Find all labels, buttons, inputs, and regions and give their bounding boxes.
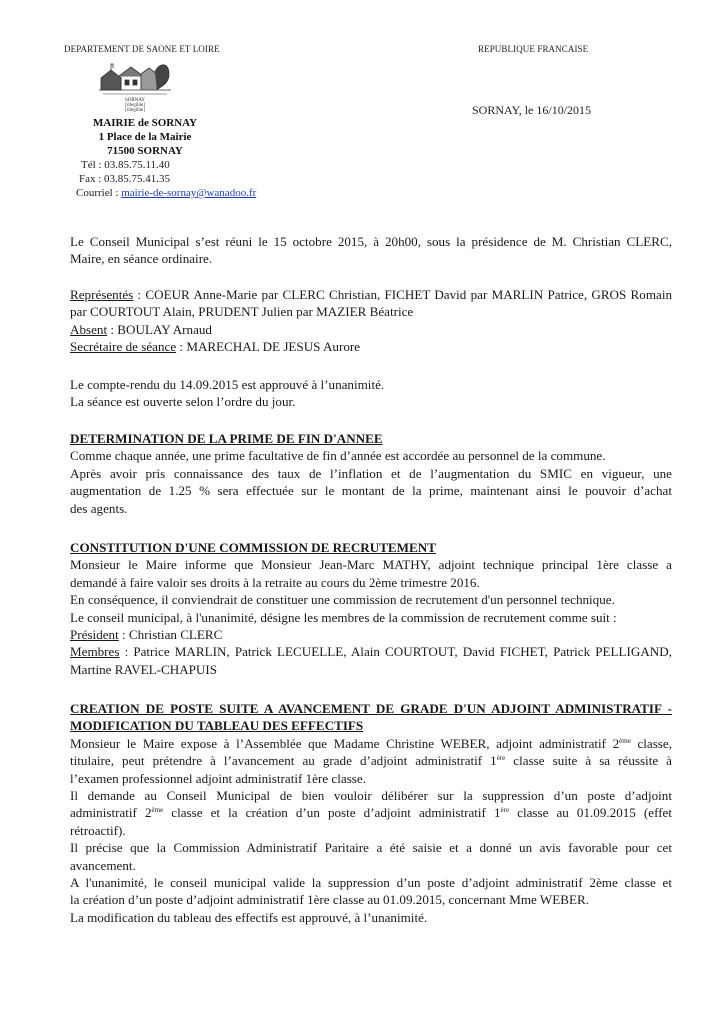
section-title: CONSTITUTION D'UNE COMMISSION DE RECRUTEMENT <box>70 540 436 555</box>
section-title: CREATION DE POSTE SUITE A AVANCEMENT DE GRADE D'UN ADJOINT ADMINISTRATIF - <box>70 701 672 716</box>
section-line <box>70 804 672 821</box>
mairie-courriel <box>76 187 256 199</box>
superscript: ère <box>500 806 510 815</box>
section-line: Il demande au Conseil Municipal de bien vouloir délibérer sur la suppression d’un poste d’adjoint <box>70 788 672 804</box>
superscript: ère <box>496 754 506 763</box>
email-link[interactable]: mairie-de-sornay@wanadoo.fr <box>121 187 257 199</box>
approval-line: Le compte-rendu du 14.09.2015 est approuvé à l’unanimité. <box>70 377 385 392</box>
approval-line: La séance est ouverte selon l’ordre du jour. <box>70 394 296 410</box>
header-department: DEPARTEMENT DE SAONE ET LOIRE <box>64 44 220 54</box>
represented-text: : COEUR Anne-Marie par CLERC Christian, FICHET David par MARLIN Patrice, GROS Romain <box>133 287 672 302</box>
section-line: des agents. <box>70 500 128 516</box>
members-label: Membres <box>70 644 120 660</box>
represented-label: Représentés <box>70 287 134 302</box>
text-part: titulaire, peut prétendre à l’avancement au grade d’adjoint administratif 1 <box>70 753 497 769</box>
intro-paragraph <box>70 233 672 268</box>
superscript: ème <box>151 806 164 815</box>
secretary-label: Secrétaire de séance <box>70 339 177 355</box>
secretary-line <box>70 338 672 355</box>
section-commission <box>70 539 672 678</box>
text-part: classe suite à sa réussite à <box>505 753 672 769</box>
mairie-name: MAIRIE de SORNAY <box>92 117 198 129</box>
absent-line <box>70 321 672 338</box>
mairie-tel: Tél : 03.85.75.11.40 <box>81 159 170 171</box>
members-text: : Patrice MARLIN, Patrick LECUELLE, Alain COURTOUT, David FICHET, Patrick PELLIGAND, <box>119 644 672 660</box>
text-part: Monsieur le Maire expose à l’Assemblée que Madame Christine WEBER, adjoint administratif 2 <box>70 735 620 751</box>
logo-caption-2: [illegible] <box>125 108 145 113</box>
section-line: demandé à faire valoir ses droits à la retraite au cours du 2ème trimestre 2016. <box>70 574 480 590</box>
absent-text: : BOULAY Arnaud <box>107 321 212 337</box>
members-line <box>70 643 672 660</box>
section-line: La modification du tableau des effectifs est approuvé, à l’unanimité. <box>70 909 428 925</box>
logo-caption-1: [illegible] <box>125 103 145 108</box>
text-part: classe et la création d’un poste d’adjoint administratif 1 <box>163 805 501 821</box>
mairie-city: 71500 SORNAY <box>107 145 183 157</box>
text-part: administratif 2 <box>70 805 152 821</box>
section-line: Il précise que la Commission Administratif Paritaire a été saisie et a donné un avis favorable pour cet <box>70 840 672 856</box>
president-line <box>70 626 672 643</box>
presence-block <box>70 286 672 356</box>
members-line-2: Martine RAVEL-CHAPUIS <box>70 661 218 677</box>
document-date: SORNAY, le 16/10/2015 <box>472 103 592 117</box>
section-title-2: MODIFICATION DU TABLEAU DES EFFECTIFS <box>70 718 364 734</box>
mairie-logo <box>97 56 173 108</box>
superscript: ème <box>619 736 631 745</box>
section-line: Le conseil municipal, à l'unanimité, désigne les membres de la commission de recrutement comme suit : <box>70 609 617 625</box>
courriel-label: Courriel : <box>76 187 122 199</box>
section-line: avancement. <box>70 857 136 873</box>
section-line <box>70 735 672 752</box>
section-line: l’examen professionnel adjoint administratif 1ère classe. <box>70 770 366 786</box>
section-line: A l'unanimité, le conseil municipal valide la suppression d’un poste d’adjoint administratif 2ème classe et <box>70 875 672 891</box>
section-title: DETERMINATION DE LA PRIME DE FIN D'ANNEE <box>70 431 383 446</box>
section-creation-poste <box>70 700 672 926</box>
section-line: Monsieur le Maire informe que Monsieur Jean-Marc MATHY, adjoint technique principal 1ère classe a <box>70 557 672 573</box>
president-label: Président <box>70 627 119 643</box>
secretary-text: : MARECHAL DE JESUS Aurore <box>176 339 361 355</box>
header-republic: REPUBLIQUE FRANCAISE <box>478 44 589 54</box>
section-line: la création d’un poste d’adjoint administratif 1ère classe au 01.09.2015, concernant Mme WEBER. <box>70 892 589 908</box>
section-line: Comme chaque année, une prime facultative de fin d’année est accordée au personnel de la commune. <box>70 448 606 464</box>
represented-line-2: par COURTOUT Alain, PRUDENT Julien par MAZIER Béatrice <box>70 304 414 320</box>
president-text: : Christian CLERC <box>118 627 223 643</box>
section-line: augmentation de 1.25 % sera effectuée sur le montant de la prime, maintenant ainsi le pouvoir d’achat <box>70 483 672 499</box>
section-prime <box>70 430 672 517</box>
logo-name: SORNAY <box>124 98 146 103</box>
represented-line <box>70 286 672 303</box>
text-part: classe au 01.09.2015 (effet <box>509 805 673 821</box>
mairie-address: 1 Place de la Mairie <box>98 131 192 143</box>
absent-label: Absent <box>70 321 108 337</box>
section-line: En conséquence, il conviendrait de constituer une commission de recrutement d'un personnel technique. <box>70 592 615 608</box>
section-line <box>70 752 672 769</box>
intro-line: Le Conseil Municipal s’est réuni le 15 octobre 2015, à 20h00, sous la présidence de M. Christian CLERC, <box>70 234 672 249</box>
text-part: classe, <box>630 735 672 751</box>
section-line: rétroactif). <box>70 822 126 838</box>
intro-line: Maire, en séance ordinaire. <box>70 251 213 267</box>
approval-block <box>70 376 672 411</box>
mairie-fax: Fax : 03.85.75.41.35 <box>79 173 171 185</box>
section-line: Après avoir pris connaissance des taux de l’inflation et de l’augmentation du SMIC en vigueur, une <box>70 465 672 481</box>
